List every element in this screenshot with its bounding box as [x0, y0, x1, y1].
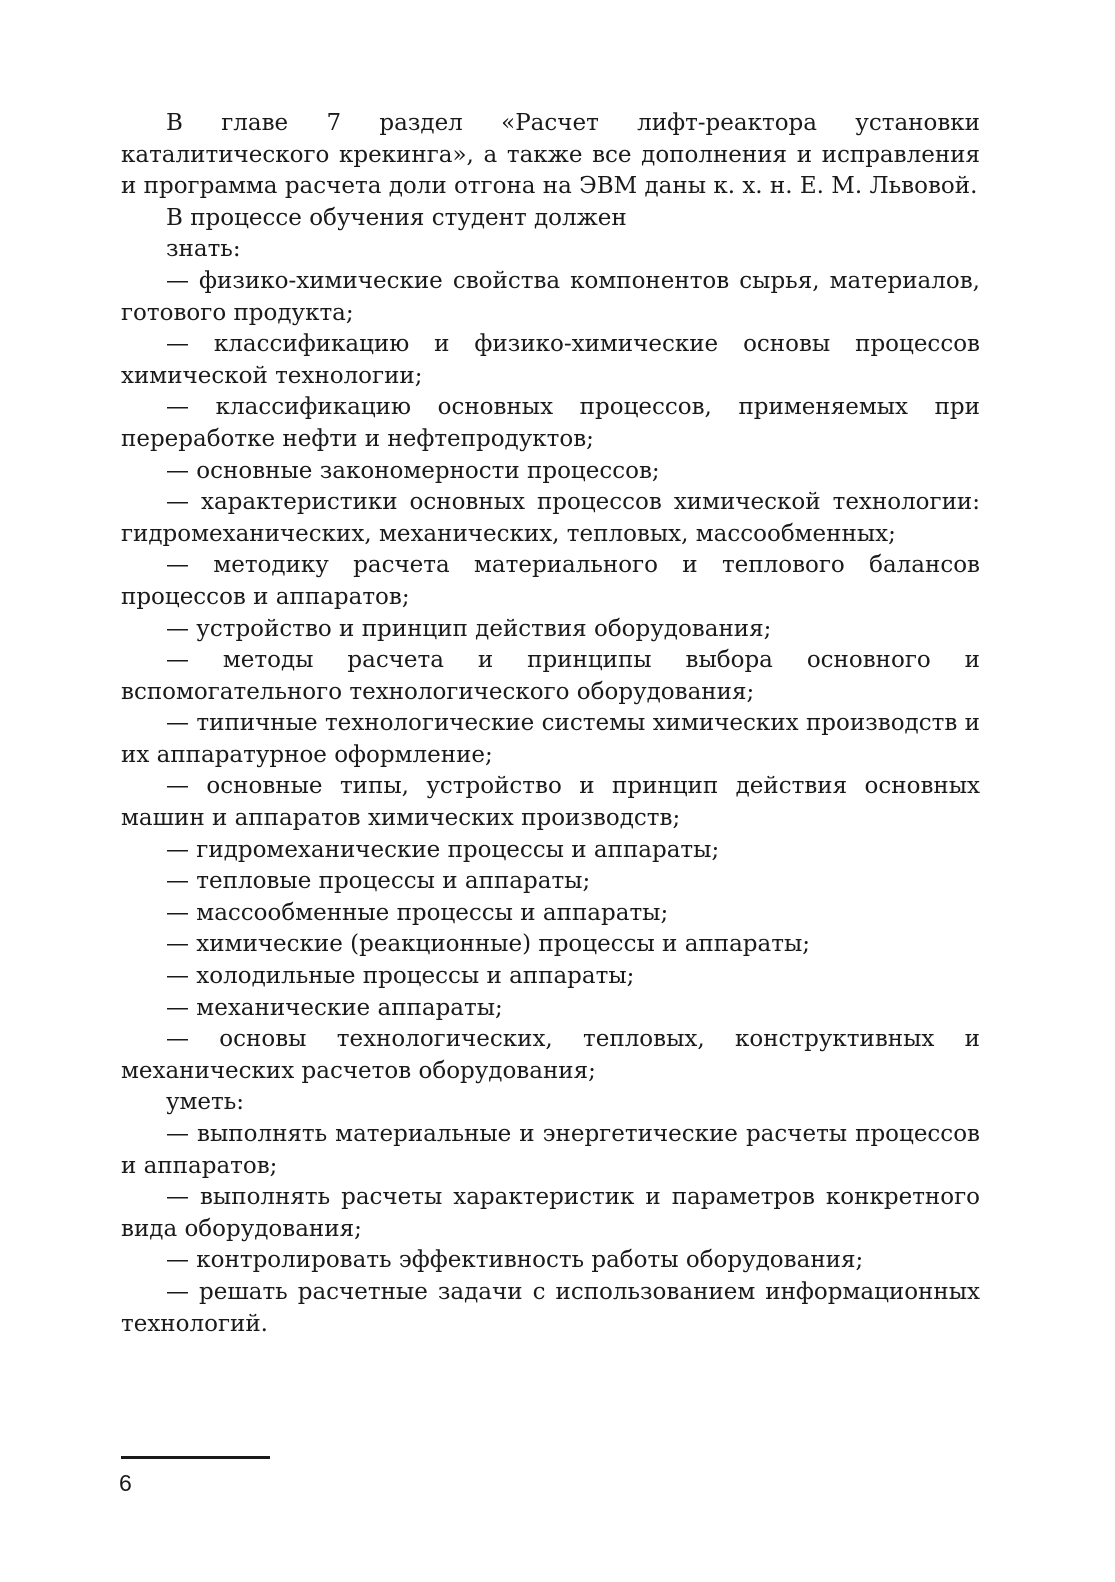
- list-item: — холодильные процессы и аппараты;: [166, 963, 635, 990]
- list-item: — массообменные процессы и аппараты;: [166, 899, 669, 926]
- list-item: — типичные технологические системы химических производств и их аппаратурное оформление;: [121, 710, 980, 768]
- list-item: — решать расчетные задачи с использованием информационных технологий.: [121, 1278, 980, 1337]
- list-item: — характеристики основных процессов химической технологии: гидромеханических, механических, тепловых, массообменных;: [121, 489, 980, 547]
- footer-rule: [121, 1456, 270, 1459]
- body-text: [121, 108, 980, 1340]
- list-item: — классификацию и физико-химические основы процессов химической технологии;: [121, 331, 980, 389]
- list-item: — основные закономерности процессов;: [166, 457, 660, 484]
- list-item: — устройство и принцип действия оборудования;: [166, 615, 772, 642]
- list-item: — физико-химические свойства компонентов сырья, материалов, готового продукта;: [121, 267, 980, 326]
- list-item: — основы технологических, тепловых, конструктивных и механических расчетов оборудования;: [121, 1026, 980, 1084]
- list-item: — химические (реакционные) процессы и аппараты;: [166, 931, 810, 958]
- list-item: — выполнять расчеты характеристик и параметров конкретного вида оборудования;: [121, 1184, 980, 1242]
- list-item: — основные типы, устройство и принцип действия основных машин и аппаратов химических производств;: [121, 773, 980, 832]
- list-item: — классификацию основных процессов, применяемых при переработке нефти и нефтепродуктов;: [121, 394, 980, 452]
- list-item: — контролировать эффективность работы оборудования;: [166, 1247, 864, 1274]
- list-item: — тепловые процессы и аппараты;: [166, 868, 591, 895]
- heading-know: знать:: [166, 236, 241, 263]
- list-item: — механические аппараты;: [166, 994, 503, 1021]
- heading-able: уметь:: [166, 1089, 245, 1116]
- list-item: — выполнять материальные и энергетические расчеты процессов и аппаратов;: [121, 1121, 980, 1179]
- list-item: — методику расчета материального и теплового балансов процессов и аппаратов;: [121, 552, 980, 610]
- paragraph-learning: В процессе обучения студент должен: [166, 204, 627, 231]
- list-item: — методы расчета и принципы выбора основного и вспомогательного технологического оборудования;: [121, 647, 980, 705]
- page-number: 6: [119, 1470, 132, 1496]
- paragraph-intro: В главе 7 раздел «Расчет лифт-реактора установки каталитического крекинга», а также все дополнения и исправления и программа расчета доли отгона на ЭВМ даны к. х. н. Е. М. Львовой.: [121, 110, 980, 200]
- list-item: — гидромеханические процессы и аппараты;: [166, 836, 720, 863]
